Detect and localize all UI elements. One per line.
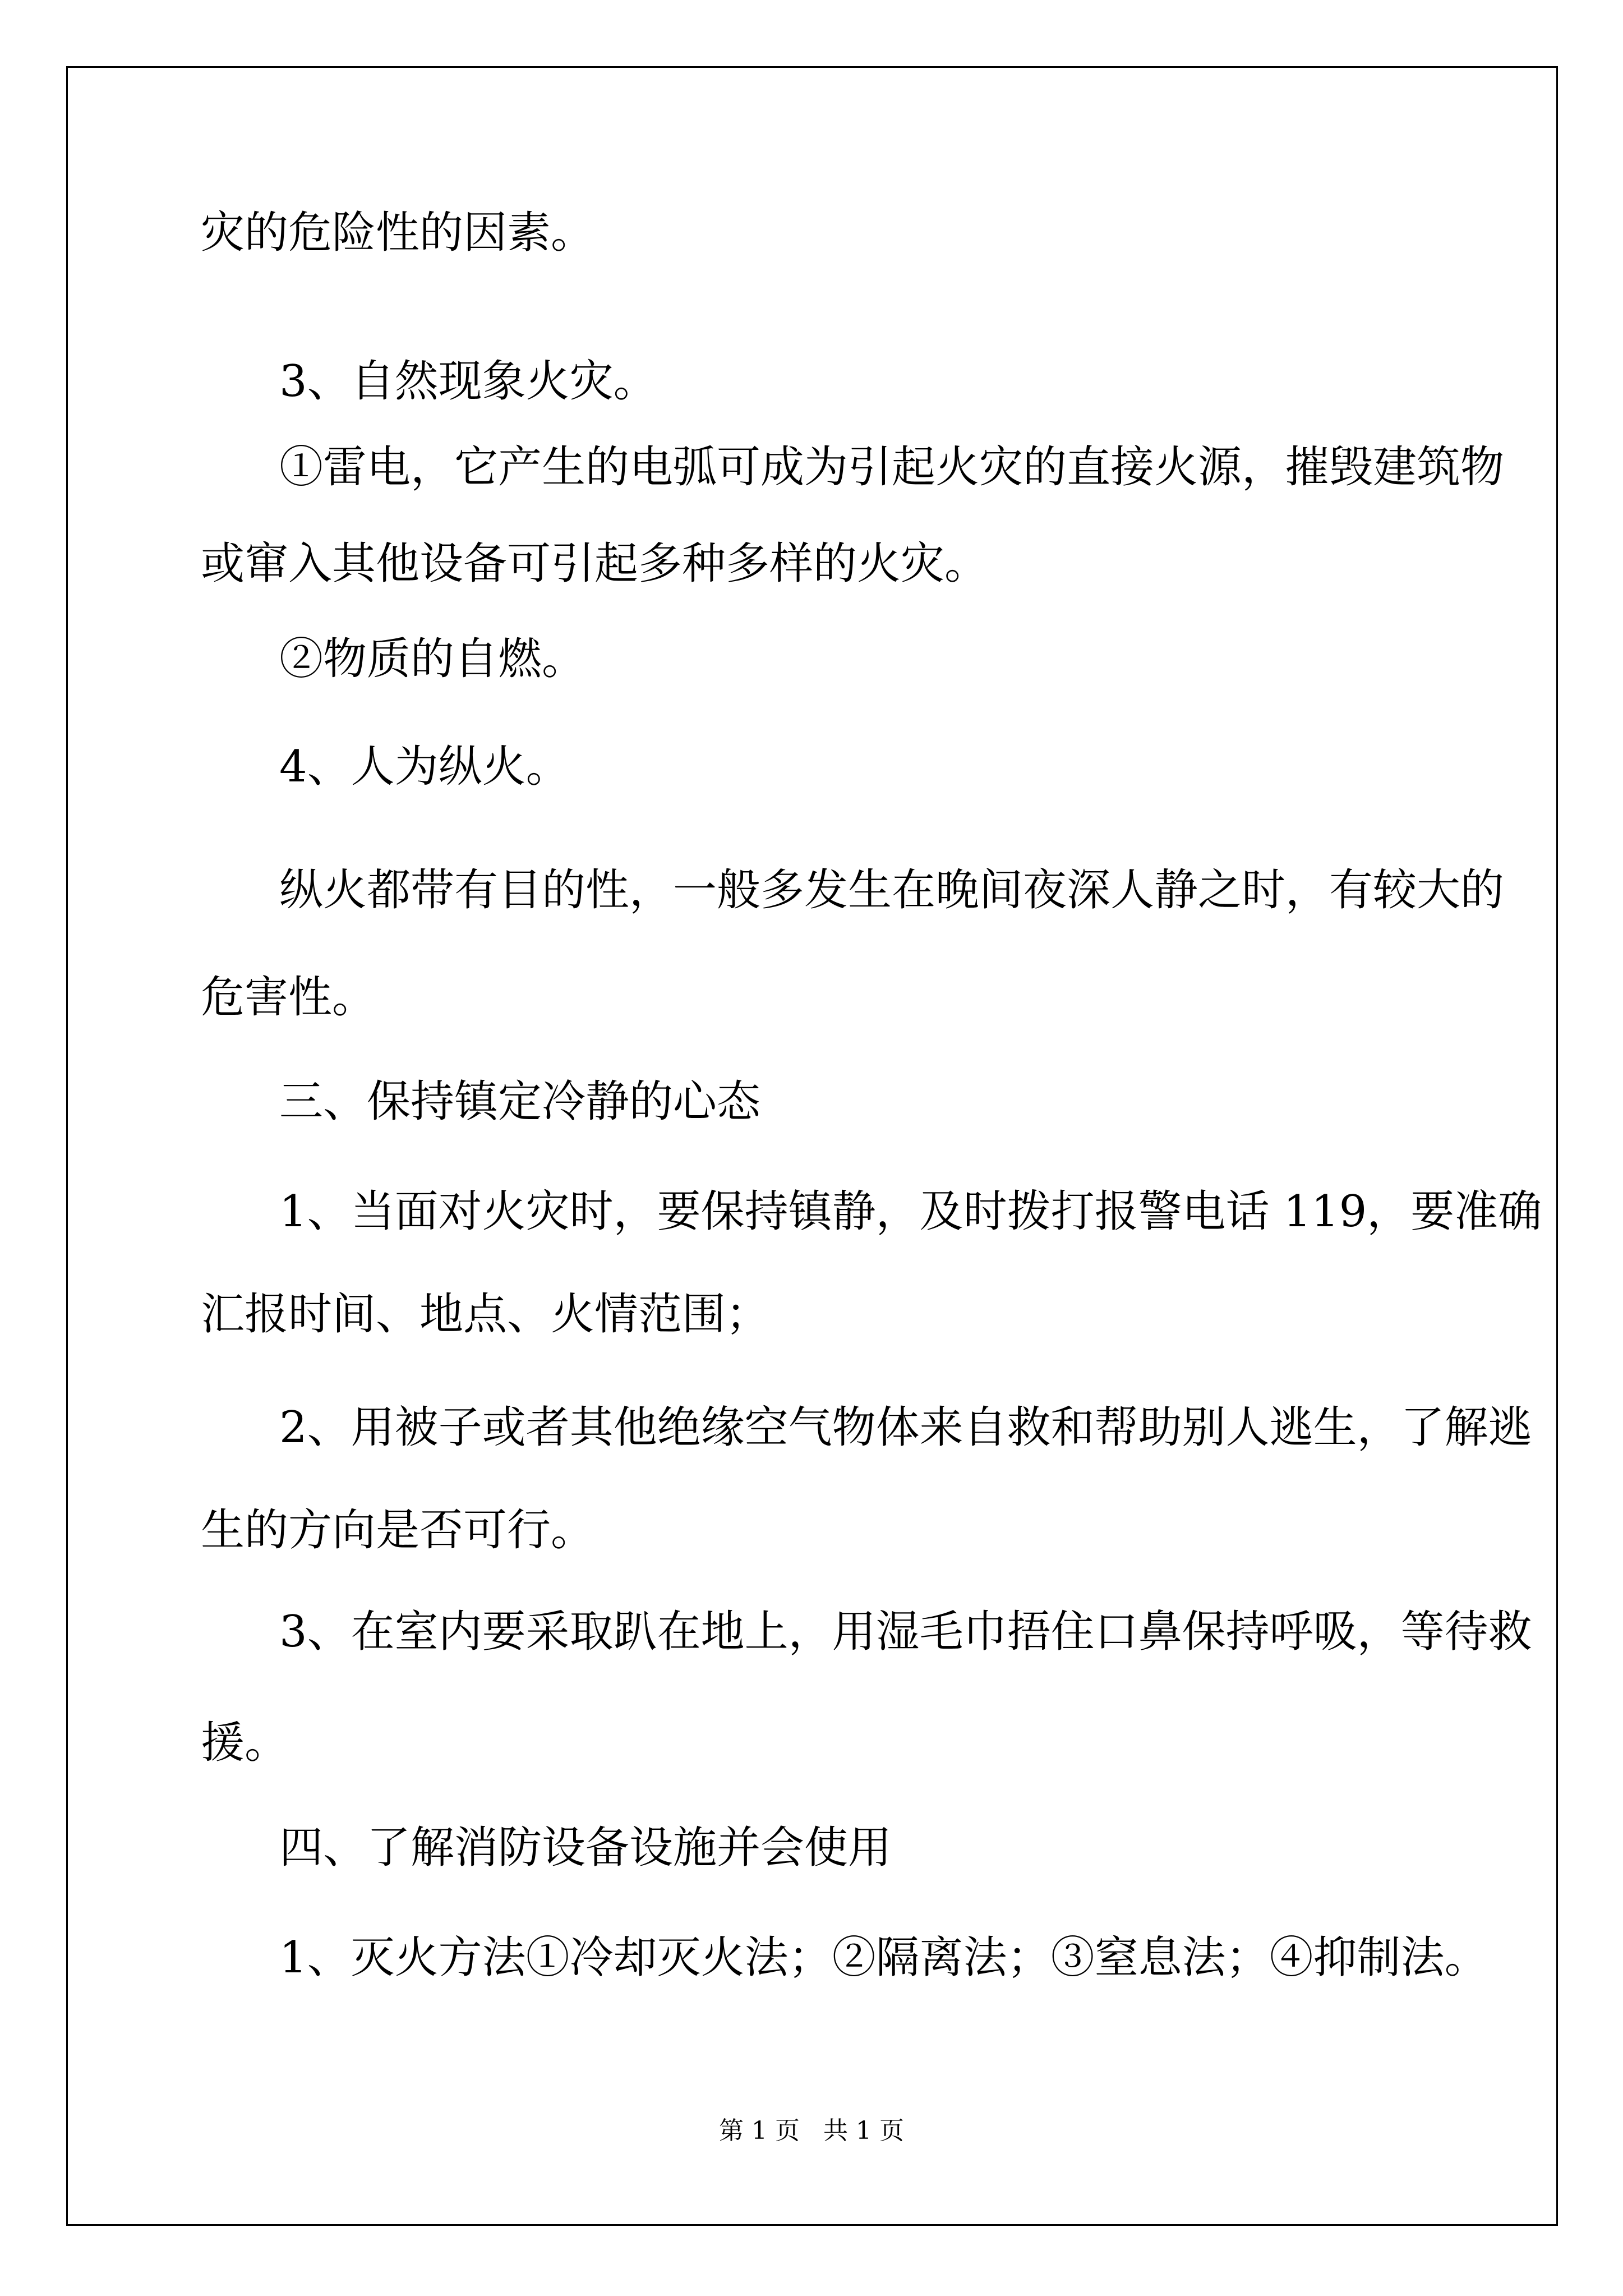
paragraph-line: 援。 xyxy=(201,1718,289,1768)
paragraph-line: 1、当面对火灾时，要保持镇静，及时拨打报警电话 119，要准确 xyxy=(279,1186,1542,1237)
paragraph-line: ①雷电，它产生的电弧可成为引起火灾的直接火源，摧毁建筑物 xyxy=(279,442,1505,493)
paragraph-line: 3、自然现象火灾。 xyxy=(279,356,657,407)
paragraph-line: 4、人为纵火。 xyxy=(279,742,570,792)
page-footer: 第 1 页 共 1 页 xyxy=(719,2116,904,2145)
paragraph-line: 纵火都带有目的性，一般多发生在晚间夜深人静之时，有较大的 xyxy=(279,865,1505,915)
paragraph-line: 或窜入其他设备可引起多种多样的火灾。 xyxy=(201,539,989,589)
section-heading: 四、了解消防设备设施并会使用 xyxy=(279,1823,892,1873)
paragraph-line: 2、用被子或者其他绝缘空气物体来自救和帮助别人逃生，了解逃 xyxy=(279,1402,1532,1453)
paragraph-line: 生的方向是否可行。 xyxy=(201,1505,595,1556)
paragraph-line: 灾的危险性的因素。 xyxy=(201,208,595,258)
section-heading: 三、保持镇定冷静的心态 xyxy=(279,1076,761,1127)
paragraph-line: 汇报时间、地点、火情范围； xyxy=(201,1289,770,1340)
paragraph-line: 危害性。 xyxy=(201,972,376,1023)
paragraph-line: 1、灭火方法①冷却灭火法；②隔离法；③窒息法；④抑制法。 xyxy=(279,1932,1488,1983)
paragraph-line: 3、在室内要采取趴在地上，用湿毛巾捂住口鼻保持呼吸，等待救 xyxy=(279,1607,1532,1657)
paragraph-line: ②物质的自燃。 xyxy=(279,634,586,684)
